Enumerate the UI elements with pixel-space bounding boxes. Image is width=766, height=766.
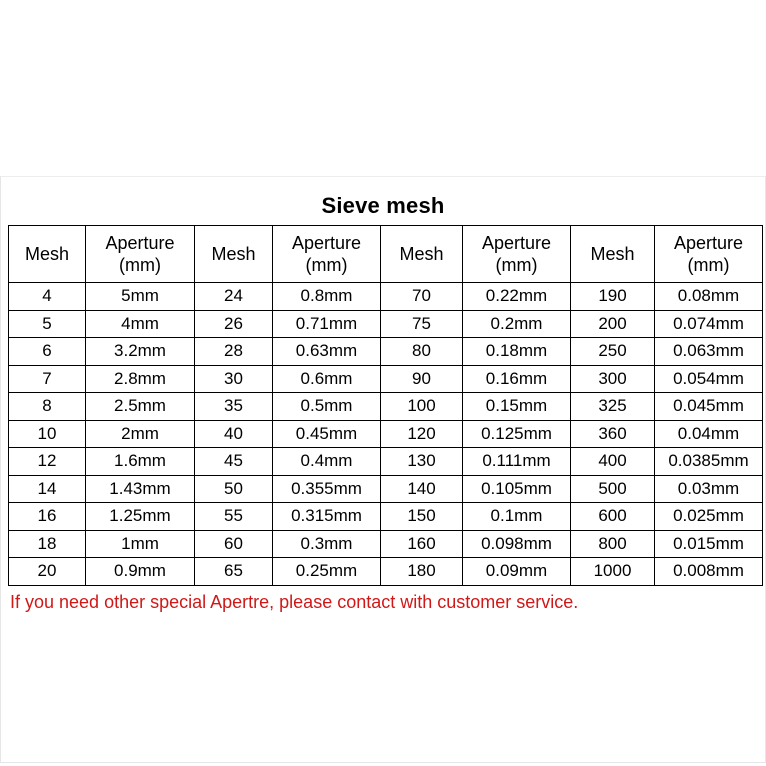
aperture-cell: 0.45mm [273, 420, 381, 448]
mesh-cell: 65 [195, 558, 273, 586]
mesh-cell: 80 [381, 338, 463, 366]
aperture-cell: 0.8mm [273, 283, 381, 311]
mesh-cell: 18 [9, 530, 86, 558]
table-row [9, 365, 763, 393]
aperture-cell: 0.9mm [86, 558, 195, 586]
table-row [9, 530, 763, 558]
header-line: Aperture [105, 233, 175, 253]
aperture-cell: 0.71mm [273, 310, 381, 338]
aperture-cell: 0.1mm [463, 503, 571, 531]
column-header-mesh [381, 226, 463, 283]
column-header-aperture [86, 226, 195, 283]
column-header-mesh [9, 226, 86, 283]
header-unit: (mm) [119, 255, 161, 275]
table-row [9, 448, 763, 476]
aperture-cell: 0.098mm [463, 530, 571, 558]
aperture-cell: 0.015mm [655, 530, 763, 558]
column-header-aperture [655, 226, 763, 283]
aperture-cell: 1.43mm [86, 475, 195, 503]
mesh-cell: 130 [381, 448, 463, 476]
aperture-cell: 2.8mm [86, 365, 195, 393]
mesh-cell: 5 [9, 310, 86, 338]
header-line: Aperture [481, 233, 552, 253]
table-row [9, 475, 763, 503]
aperture-cell: 1.25mm [86, 503, 195, 531]
table-row [9, 393, 763, 421]
aperture-cell: 1.6mm [86, 448, 195, 476]
page-title: Sieve mesh [321, 193, 445, 218]
aperture-cell: 0.111mm [463, 448, 571, 476]
aperture-cell: 1mm [86, 530, 195, 558]
mesh-cell: 500 [571, 475, 655, 503]
aperture-cell: 0.3mm [273, 530, 381, 558]
column-header-aperture [463, 226, 571, 283]
mesh-cell: 200 [571, 310, 655, 338]
mesh-cell: 250 [571, 338, 655, 366]
aperture-cell: 0.18mm [463, 338, 571, 366]
mesh-cell: 90 [381, 365, 463, 393]
table-row [9, 558, 763, 586]
table-row [9, 420, 763, 448]
header-line: Mesh [211, 244, 256, 264]
aperture-cell: 0.04mm [655, 420, 763, 448]
aperture-cell: 0.63mm [273, 338, 381, 366]
aperture-cell: 0.16mm [463, 365, 571, 393]
aperture-cell: 0.105mm [463, 475, 571, 503]
aperture-cell: 0.2mm [463, 310, 571, 338]
mesh-cell: 16 [9, 503, 86, 531]
aperture-cell: 0.08mm [655, 283, 763, 311]
aperture-cell: 4mm [86, 310, 195, 338]
mesh-cell: 28 [195, 338, 273, 366]
header-line: Mesh [24, 244, 69, 264]
aperture-cell: 0.22mm [463, 283, 571, 311]
aperture-cell: 0.5mm [273, 393, 381, 421]
header-line: Mesh [590, 244, 635, 264]
sieve-mesh-table [8, 225, 763, 586]
mesh-cell: 360 [571, 420, 655, 448]
aperture-cell: 0.008mm [655, 558, 763, 586]
mesh-cell: 35 [195, 393, 273, 421]
column-header-mesh [571, 226, 655, 283]
mesh-cell: 30 [195, 365, 273, 393]
contact-note: If you need other special Apertre, please contact with customer service. [10, 592, 579, 612]
header-line: Aperture [673, 233, 744, 253]
mesh-cell: 50 [195, 475, 273, 503]
aperture-cell: 0.25mm [273, 558, 381, 586]
mesh-cell: 70 [381, 283, 463, 311]
table-row [9, 283, 763, 311]
mesh-cell: 12 [9, 448, 86, 476]
mesh-cell: 24 [195, 283, 273, 311]
aperture-cell: 0.315mm [273, 503, 381, 531]
aperture-cell: 0.355mm [273, 475, 381, 503]
mesh-cell: 190 [571, 283, 655, 311]
mesh-cell: 325 [571, 393, 655, 421]
table-header-row [9, 226, 763, 283]
mesh-cell: 55 [195, 503, 273, 531]
aperture-cell: 0.4mm [273, 448, 381, 476]
mesh-cell: 40 [195, 420, 273, 448]
mesh-cell: 150 [381, 503, 463, 531]
mesh-cell: 140 [381, 475, 463, 503]
aperture-cell: 5mm [86, 283, 195, 311]
aperture-cell: 0.025mm [655, 503, 763, 531]
mesh-cell: 26 [195, 310, 273, 338]
table-row [9, 503, 763, 531]
mesh-cell: 180 [381, 558, 463, 586]
mesh-cell: 10 [9, 420, 86, 448]
mesh-cell: 60 [195, 530, 273, 558]
header-line: Aperture [291, 233, 362, 253]
mesh-cell: 75 [381, 310, 463, 338]
mesh-cell: 14 [9, 475, 86, 503]
header-line: Mesh [399, 244, 444, 264]
mesh-cell: 7 [9, 365, 86, 393]
mesh-cell: 45 [195, 448, 273, 476]
mesh-cell: 1000 [571, 558, 655, 586]
header-unit: (mm) [305, 255, 348, 275]
column-header-aperture [273, 226, 381, 283]
mesh-cell: 6 [9, 338, 86, 366]
header-unit: (mm) [495, 255, 538, 275]
header-unit: (mm) [687, 255, 730, 275]
table-row [9, 338, 763, 366]
mesh-cell: 8 [9, 393, 86, 421]
aperture-cell: 3.2mm [86, 338, 195, 366]
aperture-cell: 0.074mm [655, 310, 763, 338]
mesh-cell: 20 [9, 558, 86, 586]
aperture-cell: 0.09mm [463, 558, 571, 586]
aperture-cell: 2mm [86, 420, 195, 448]
aperture-cell: 0.125mm [463, 420, 571, 448]
mesh-cell: 120 [381, 420, 463, 448]
mesh-cell: 800 [571, 530, 655, 558]
column-header-mesh [195, 226, 273, 283]
aperture-cell: 0.045mm [655, 393, 763, 421]
table-body [9, 283, 763, 586]
aperture-cell: 0.063mm [655, 338, 763, 366]
aperture-cell: 0.15mm [463, 393, 571, 421]
mesh-cell: 100 [381, 393, 463, 421]
mesh-cell: 4 [9, 283, 86, 311]
mesh-cell: 600 [571, 503, 655, 531]
aperture-cell: 0.03mm [655, 475, 763, 503]
aperture-cell: 0.054mm [655, 365, 763, 393]
table-row [9, 310, 763, 338]
aperture-cell: 0.6mm [273, 365, 381, 393]
mesh-cell: 160 [381, 530, 463, 558]
mesh-cell: 400 [571, 448, 655, 476]
aperture-cell: 2.5mm [86, 393, 195, 421]
mesh-cell: 300 [571, 365, 655, 393]
aperture-cell: 0.0385mm [655, 448, 763, 476]
